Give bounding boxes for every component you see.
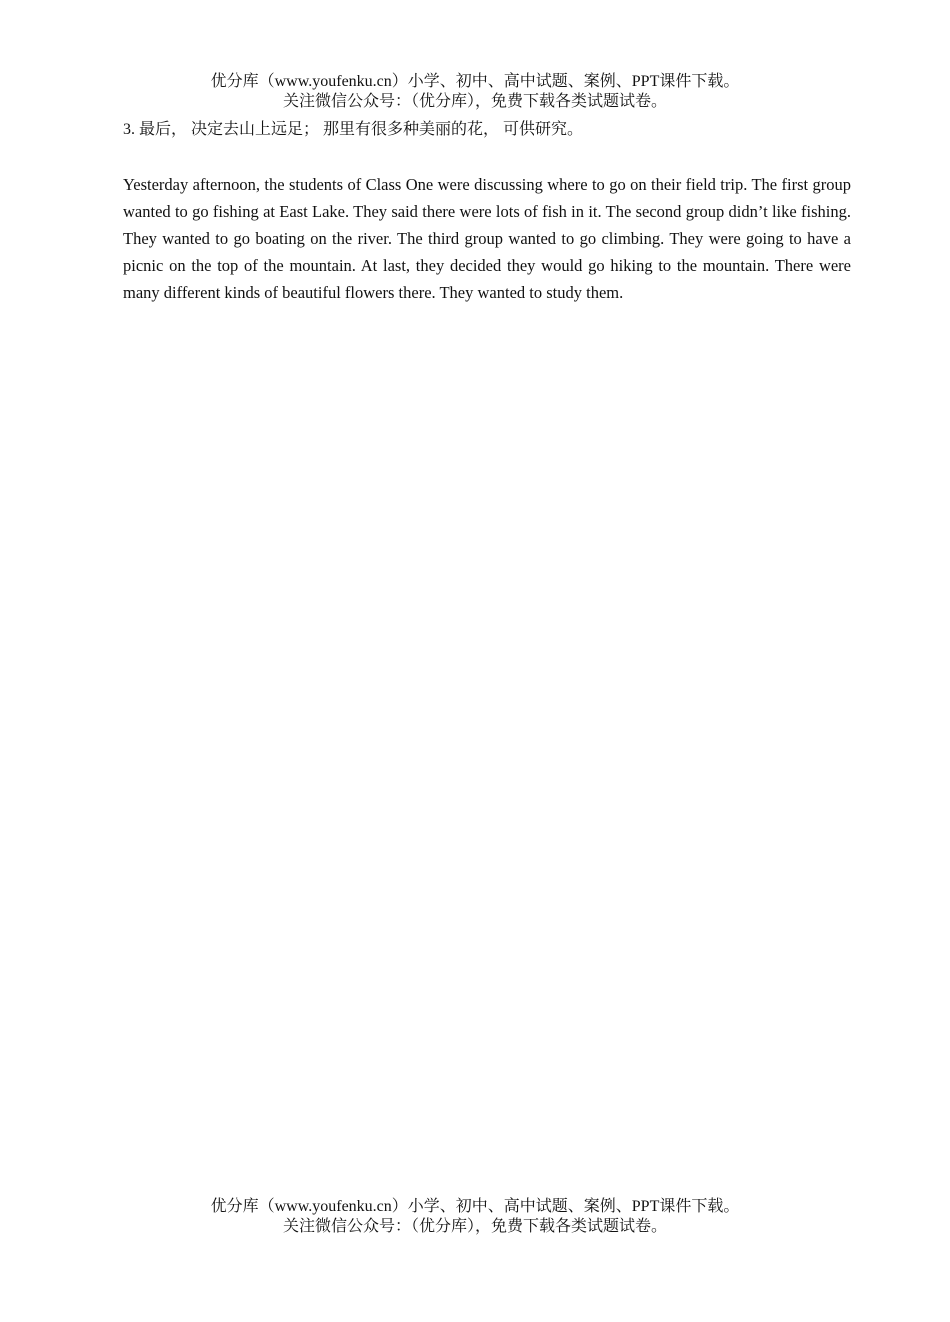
question-item-3: 3. 最后， 决定去山上远足； 那里有很多种美丽的花， 可供研究。 [123, 121, 584, 138]
page-header [0, 72, 950, 112]
page-footer [0, 1197, 950, 1237]
header-site-line: 优分库（www.youfenku.cn）小学、初中、高中试题、案例、PPT课件下载。 [210, 73, 740, 90]
header-wechat-line: 关注微信公众号：（优分库），免费下载各类试题试卷。 [282, 93, 667, 110]
footer-wechat-line: 关注微信公众号：（优分库），免费下载各类试题试卷。 [282, 1218, 667, 1235]
footer-site-line: 优分库（www.youfenku.cn）小学、初中、高中试题、案例、PPT课件下载。 [210, 1198, 740, 1215]
english-passage: Yesterday afternoon, the students of Class One were discussing where to go on their field trip. The first group wanted to go fishing at East Lake. They said there were lots of fish in it. The second group didn’t like fishing. They wanted to go boating on the river. The third group wanted to go climbing. They were going to have a picnic on the top of the mountain. At last, they decided they would go hiking to the mountain. There were many different kinds of beautiful flowers there. They wanted to study them. [123, 175, 851, 302]
